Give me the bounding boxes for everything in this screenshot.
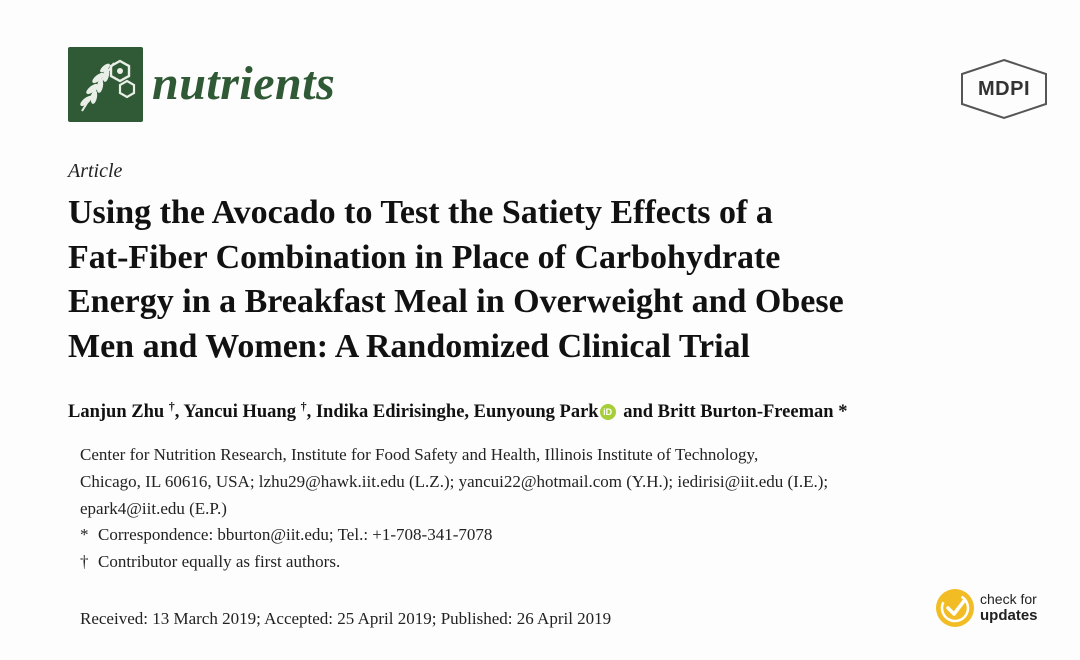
note-mark: * — [80, 525, 89, 544]
affiliation-line: Center for Nutrition Research, Institute for Food Safety and Health, Illinois Institute of Technology, — [80, 445, 759, 464]
correspondence-text: Correspondence: bburton@iit.edu; Tel.: +1-708-341-7078 — [98, 525, 493, 544]
publisher-logo — [958, 58, 1050, 120]
author-name: Indika Edirisinghe — [315, 402, 465, 422]
journal-name: nutrients — [152, 57, 336, 110]
title-line: Fat-Fiber Combination in Place of Carbohydrate — [68, 238, 781, 276]
title-line: Using the Avocado to Test the Satiety Effects of a — [68, 194, 773, 231]
journal-logo — [68, 47, 143, 122]
publication-dates: Received: 13 March 2019; Accepted: 25 April 2019; Published: 26 April 2019 — [80, 609, 612, 628]
affiliation-line: Chicago, IL 60616, USA; lzhu29@hawk.iit.edu (L.Z.); yancui22@hotmail.com (Y.H.); iedirisi@iit.edu (I.E.); — [80, 472, 829, 491]
article-title — [68, 191, 1068, 369]
contributor-text: Contributor equally as first authors. — [98, 552, 341, 571]
check-updates-line2: updates — [980, 607, 1038, 624]
contributor-note — [80, 550, 340, 574]
author-name: Lanjun Zhu — [68, 402, 165, 422]
author-name: Eunyoung Park — [473, 402, 599, 422]
check-for-updates-badge[interactable] — [936, 589, 1056, 633]
author-mark: † — [168, 398, 175, 413]
orcid-icon[interactable]: iD — [600, 404, 616, 420]
author-name: and Britt Burton-Freeman — [623, 402, 834, 422]
note-mark: † — [80, 552, 89, 571]
publisher-name: MDPI — [978, 78, 1030, 100]
check-circle-icon — [936, 589, 974, 627]
leaf-molecule-icon — [68, 47, 143, 122]
author-list: Lanjun Zhu †, Yancui Huang †, Indika Edirisinghe, Eunyoung Park iD and Britt Burton-Freeman * — [68, 398, 848, 422]
affiliation-line: epark4@iit.edu (E.P.) — [80, 499, 227, 518]
affiliation — [80, 441, 1070, 522]
author-name: Yancui Huang — [183, 402, 296, 422]
check-updates-line1: check for — [980, 591, 1037, 607]
correspondence-note — [80, 523, 492, 547]
article-type: Article — [68, 160, 123, 182]
author-mark: * — [838, 402, 848, 422]
title-line: Men and Women: A Randomized Clinical Trial — [68, 327, 750, 365]
author-mark: † — [300, 398, 307, 413]
title-line: Energy in a Breakfast Meal in Overweight and Obese — [68, 283, 844, 320]
